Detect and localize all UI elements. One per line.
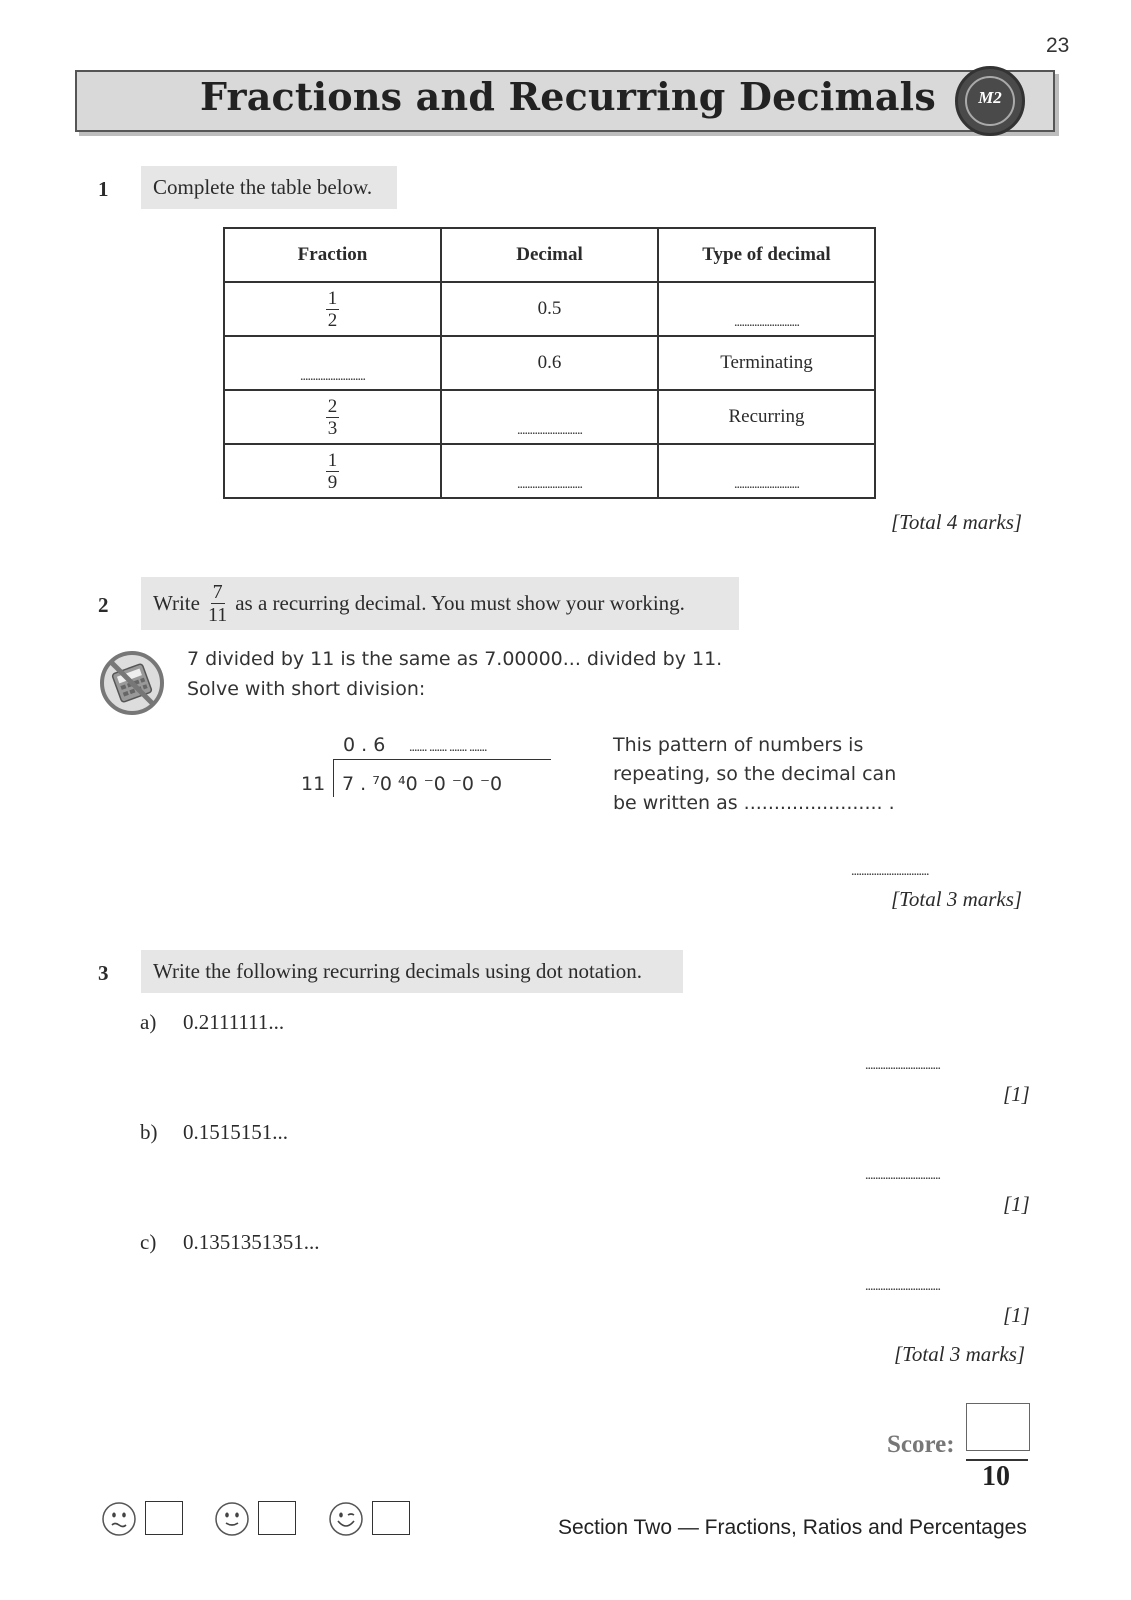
confidence-box-medium[interactable] [258,1501,296,1535]
section-footer: Section Two — Fractions, Ratios and Percentages [558,1516,1027,1539]
part-a-value: 0.2111111... [183,1010,285,1034]
part-b-value: 0.1515151... [183,1120,288,1144]
q2-total-marks: [Total 3 marks] [891,887,1023,911]
type-cell: Terminating [658,336,875,390]
answer-line[interactable]: .......................... [300,369,365,384]
part-a-label: a) [140,1010,157,1034]
fraction: $\frac{1}{2}$ [327,287,338,331]
answer-line[interactable]: .......................... [734,477,799,492]
part-b-answer-line[interactable]: .............................. [865,1168,940,1183]
fraction-cell [224,390,441,444]
confused-face-icon [101,1501,137,1537]
table-row [224,336,875,390]
division-bar [333,759,551,760]
confidence-box-low[interactable] [145,1501,183,1535]
note-line-3: be written as ....................... . [613,792,895,814]
module-badge [955,66,1025,136]
question-number-2: 2 [98,593,109,617]
no-calculator-icon [99,650,165,716]
fraction-answer-cell[interactable] [224,336,441,390]
prompt-post: as a recurring decimal. You must show your working. [235,591,685,615]
decimal-cell: 0.6 [441,336,658,390]
fraction: $\frac{1}{9}$ [327,449,338,493]
answer-line[interactable]: .......................... [517,423,582,438]
hint-line-1: 7 divided by 11 is the same as 7.00000... divided by 11. [187,648,723,670]
prompt-pre: Write [153,591,200,615]
table-row [224,390,875,444]
hint-line-2: Solve with short division: [187,678,426,700]
header-fraction: Fraction [224,228,441,282]
note-line-2: repeating, so the decimal can [613,763,897,785]
dividend: 7 . ⁷0 ⁴0 ⁻0 ⁻0 ⁻0 [342,773,503,795]
part-c-value: 0.1351351351... [183,1230,320,1254]
q1-total-marks: [Total 4 marks] [891,510,1023,534]
fraction-cell [224,282,441,336]
type-answer-cell[interactable] [658,282,875,336]
table-header-row [224,228,875,282]
part-c-answer-line[interactable]: .............................. [865,1279,940,1294]
division-bracket [333,759,334,797]
question-2-prompt [141,577,739,630]
happy-face-icon [328,1501,364,1537]
answer-line[interactable]: .......................... [517,477,582,492]
question-3-prompt: Write the following recurring decimals using dot notation. [141,950,683,993]
header-type: Type of decimal [658,228,875,282]
question-number-1: 1 [98,177,109,201]
quotient-blanks[interactable]: ....... ....... ....... ....... [409,740,487,755]
part-b-label: b) [140,1120,158,1144]
question-number-3: 3 [98,961,109,985]
answer-line[interactable]: .......................... [734,315,799,330]
fraction: $\frac{7}{11}$ [207,581,228,626]
score-out-of: 10 [982,1461,1010,1492]
page-number: 23 [1046,34,1070,57]
q1-table [223,227,876,499]
score-label: Score: [887,1431,955,1458]
q2-answer-line[interactable]: ............................... [851,864,929,879]
decimal-answer-cell[interactable] [441,444,658,498]
fraction: $\frac{2}{3}$ [327,395,338,439]
fraction-cell [224,444,441,498]
question-1-prompt: Complete the table below. [141,166,397,209]
q3-total-marks: [Total 3 marks] [894,1342,1026,1366]
table-row [224,444,875,498]
decimal-cell: 0.5 [441,282,658,336]
part-a-mark: [1] [1003,1082,1030,1106]
badge-label: M2 [978,88,1002,107]
quotient: 0 . 6 [343,734,386,756]
page-title: Fractions and Recurring Decimals [200,74,936,119]
divisor: 11 [301,773,326,795]
part-a-answer-line[interactable]: .............................. [865,1058,940,1073]
header-decimal: Decimal [441,228,658,282]
type-cell: Recurring [658,390,875,444]
confidence-box-high[interactable] [372,1501,410,1535]
neutral-face-icon [214,1501,250,1537]
part-c-label: c) [140,1230,157,1254]
part-b-mark: [1] [1003,1192,1030,1216]
note-line-1: This pattern of numbers is [613,734,864,756]
table-row [224,282,875,336]
decimal-answer-cell[interactable] [441,390,658,444]
score-box[interactable] [966,1403,1030,1451]
part-c-mark: [1] [1003,1303,1030,1327]
type-answer-cell[interactable] [658,444,875,498]
